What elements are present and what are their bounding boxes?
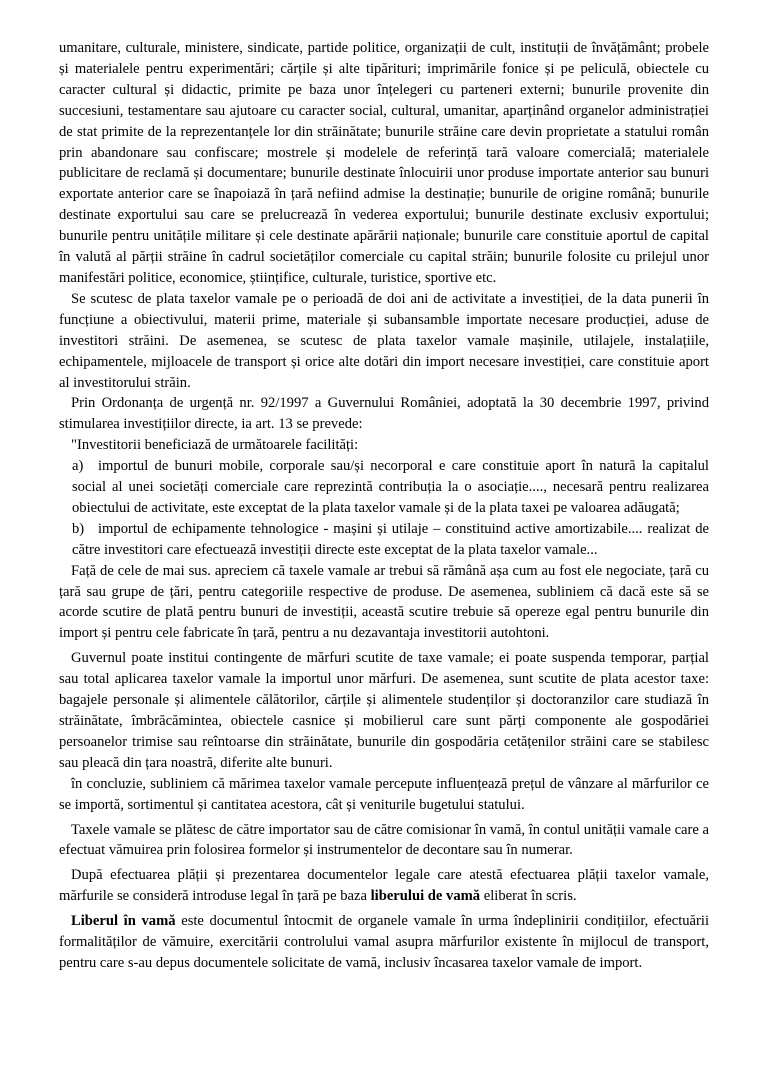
list-marker-a: a)	[72, 458, 84, 475]
paragraph-release-definition	[59, 911, 709, 974]
definition-text: este documentul întocmit de organele vamale în urma îndeplinirii condițiilor, efectuării formalităților de vămuire, exercitării controlului vamal asupra mărfurilor existente în mijlocul de transport, pentru care s-au depus documentele solicitate de vamă, inclusiv încasarea taxelor vamale de import.	[59, 913, 710, 971]
paragraph-customs-release	[59, 865, 709, 907]
paragraph-payment: Taxele vamale se plătesc de către importator sau de către comisionar în vamă, în contul unității vamale care a efectuat vămuirea prin folosirea formelor și instrumentelor de decontare sau în numerar.	[59, 821, 709, 859]
list-item-b-text: importul de echipamente tehnologice - mașini și utilaje – constituind active amortizabile.... realizat de către investitori care efectuează investiții directe este exceptat de la plata taxelor vamale...	[72, 520, 709, 558]
list-item-b	[59, 519, 709, 561]
release-text-after: eliberat în scris.	[480, 888, 577, 905]
paragraph-opinion: Față de cele de mai sus. apreciem că taxele vamale ar trebui să rămână așa cum au fost ele negociate, țară cu țară sau grupe de țări, pentru categoriile respective de produse. De asemenea, subliniem că dacă este să se acorde scutire de plată pentru bunuri de investiții, această scutire trebuie să opereze egal pentru bunurile din import și pentru cele fabricate în țară, pentru a nu dezavantaja investitorii autohtoni.	[59, 562, 709, 642]
list-marker-b: b)	[72, 520, 85, 537]
release-term-bold: liberului de vamă	[370, 888, 481, 905]
paragraph-investment-exemption: Se scutesc de plata taxelor vamale pe o perioadă de doi ani de activitate a investiției, de la data punerii în funcțiune a obiectivului, materii prime, materiale și subansamble importate necesare producției, aduse de investitori străini. De asemenea, se scutesc de plata taxelor vamale mașinile, utilajele, instalațiile, echipamentele, mijloacele de transport și orice alte dotări din import necesare investiției, care constituie aport al investitorului străin.	[59, 290, 709, 391]
list-item-a	[59, 456, 709, 519]
paragraph-government-quotas: Guvernul poate institui contingente de mărfuri scutite de taxe vamale; ei poate suspenda temporar, parțial sau total aplicarea taxelor vamale la importul unor mărfuri. De asemenea, sunt scutite de plata acestor taxe: bagajele personale și alimentele călătorilor, cărțile și alimentele studenților și doctoranzilor care studiază în străinătate, îmbrăcămintea, obiectele casnice și mobilierul care sunt părți componente ale gospodăriei persoanelor trimise sau reîntoarse din străinătate, bunurile din gospodăria cetățenilor străini care se stabilesc sau pleacă din țara noastră, diferite alte bunuri.	[59, 650, 709, 771]
definition-term-bold: Liberul în vamă	[71, 913, 176, 930]
release-text-before: După efectuarea plății și prezentarea documentelor legale care atestă efectuarea plății taxelor vamale, mărfurile se consideră introduse legal în țară pe baza	[59, 867, 709, 905]
list-item-a-text: importul de bunuri mobile, corporale sau/și necorporal e care constituie aport în natură la capitalul social al unei societăți comerciale care reprezintă contribuția la o asociație...., necesară pentru realizarea obiectului de activitate, este exceptat de la plata taxelor vamale și de la plata taxei pe valoarea adăugată;	[72, 458, 709, 516]
paragraph-facilities-intro: "Investitorii beneficiază de următoarele facilități:	[71, 437, 359, 454]
document-page	[59, 38, 709, 974]
paragraph-exempt-goods-list: umanitare, culturale, ministere, sindicate, partide politice, organizații de cult, instituții de învățământ; probele și materialele pentru experimentări; cărțile și alte tipărituri; imprimările fonice și pe peliculă, obiectele cu caracter cultural și didactic, primite pe baza unor înțelegeri cu parteneri externi; bunurile provenite din succesiuni, testamentare sau ajutoare cu caracter social, cultural, umanitar, aparținând organelor administrației de stat primite de la reprezentanțele lor din străinătate; bunurile străine care devin proprietate a statului român prin abandonare sau confiscare; mostrele și modelele de referință tară valoare comercială; materialele publicitare de reclamă și documentare; bunurile destinate înlocuirii unor produse importate anterior sau bunuri exportate anterior care se înapoiază în țară nefiind admise la destinație; bunurile de origine română; bunurile destinate exportului sau care se prelucrează în vederea exportului; bunurile destinate exclusiv exportului; bunurile pentru unitățile militare și cele destinate apărării naționale; bunurile care constituie aportul de capital în valută al părții străine în cadrul societăților comerciale cu capital străin; bunurile folosite cu prilejul unor manifestări politice, economice, științifice, culturale, turistice, sportive etc.	[59, 40, 709, 286]
paragraph-ordinance-reference: Prin Ordonanța de urgență nr. 92/1997 a Guvernului României, adoptată la 30 decembrie 1997, privind stimularea investițiilor directe, ia art. 13 se prevede:	[59, 395, 709, 433]
paragraph-conclusion: în concluzie, subliniem că mărimea taxelor vamale percepute influențează prețul de vânzare al mărfurilor ce se importă, sortimentul și cantitatea acestora, cât și veniturile bugetului statului.	[59, 775, 709, 813]
